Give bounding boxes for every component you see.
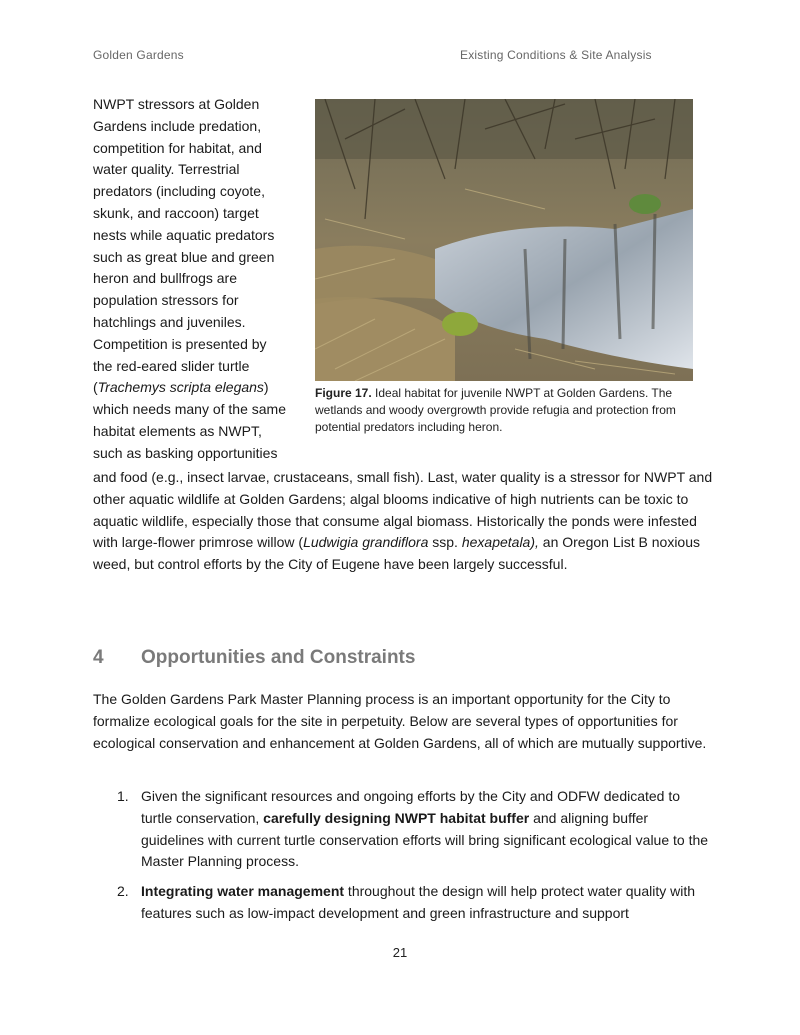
section-heading [93,647,415,669]
wrap-line: heron and bullfrogs are [93,270,237,287]
wrap-paragraph [93,94,303,465]
wrap-line: habitat elements as NWPT, [93,422,262,439]
wrap-line: hatchlings and juveniles. [93,313,246,330]
wrap-line-species: (Trachemys scripta elegans) [93,379,269,396]
opportunities-list [93,786,713,933]
figure-caption [315,385,695,436]
figure-label: Figure 17. [315,386,372,400]
header-left: Golden Gardens [93,48,184,62]
stressors-paragraph: and food (e.g., insect larvae, crustaceans, small fish). Last, water quality is a stressor for NWPT and other aquatic wildlife at Golden Gardens; algal blooms indicative of high nutrients can be toxic to aquatic wildlife, especially those that consume algal biomass. Historically the ponds were infested with large-flower primrose willow (Ludwigia grandiflora ssp. hexapetala), an Oregon List B noxious weed, but control efforts by the City of Eugene have been largely successful. [93,469,713,573]
species-name: Ludwigia grandiflora [303,534,429,551]
wrap-line: predators (including coyote, [93,183,265,200]
section-number: 4 [93,647,104,668]
figure-caption-text: Ideal habitat for juvenile NWPT at Golden Gardens. The wetlands and woody overgrowth provide refugia and protection from potential predators including heron. [315,386,676,434]
wrap-line: water quality. Terrestrial [93,161,240,178]
wrap-line: NWPT stressors at Golden [93,96,260,112]
wrap-line: Competition is presented by [93,335,267,352]
intro-paragraph: The Golden Gardens Park Master Planning process is an important opportunity for the City to formalize ecological goals for the site in perpetuity. Below are several types of opportunities for ecological conservation and enhancement at Golden Gardens, all of which are mutually supportive. [93,691,707,751]
wetland-habitat-photo [315,99,693,381]
subspecies-name: hexapetala), [461,534,539,551]
wrap-line: Gardens include predation, [93,117,262,134]
wrap-line: population stressors for [93,292,239,309]
list-item: 1. Given the significant resources and ongoing efforts by the City and ODFW dedicated to turtle conservation, carefully designing NWPT habitat buffer and aligning buffer guidelines with current turtle conservation efforts will bring significant ecological value to the Master Planning process. [117,788,709,870]
section-title: Opportunities and Constraints [141,647,416,668]
list-marker: 2. [117,883,129,900]
wrap-line: skunk, and raccoon) target [93,204,259,221]
list-item-bold: Integrating water management [141,883,345,900]
wrap-line: which needs many of the same [93,401,286,418]
wrap-line: the red-eared slider turtle [93,357,250,374]
wrap-line: such as basking opportunities [93,444,278,461]
list-marker: 1. [117,788,129,804]
list-item: 2. Integrating water management throughout the design will help protect water quality with features such as low-impact development and green infrastructure and support [117,883,696,921]
page-number: 21 [392,945,408,960]
wrap-line: nests while aquatic predators [93,226,275,243]
wrap-line: competition for habitat, and [93,139,262,156]
species-name: Trachemys scripta elegans [97,379,264,396]
list-item-bold: carefully designing NWPT habitat buffer [263,809,530,826]
header-right: Existing Conditions & Site Analysis [460,48,652,62]
wrap-line: such as great blue and green [93,248,275,265]
